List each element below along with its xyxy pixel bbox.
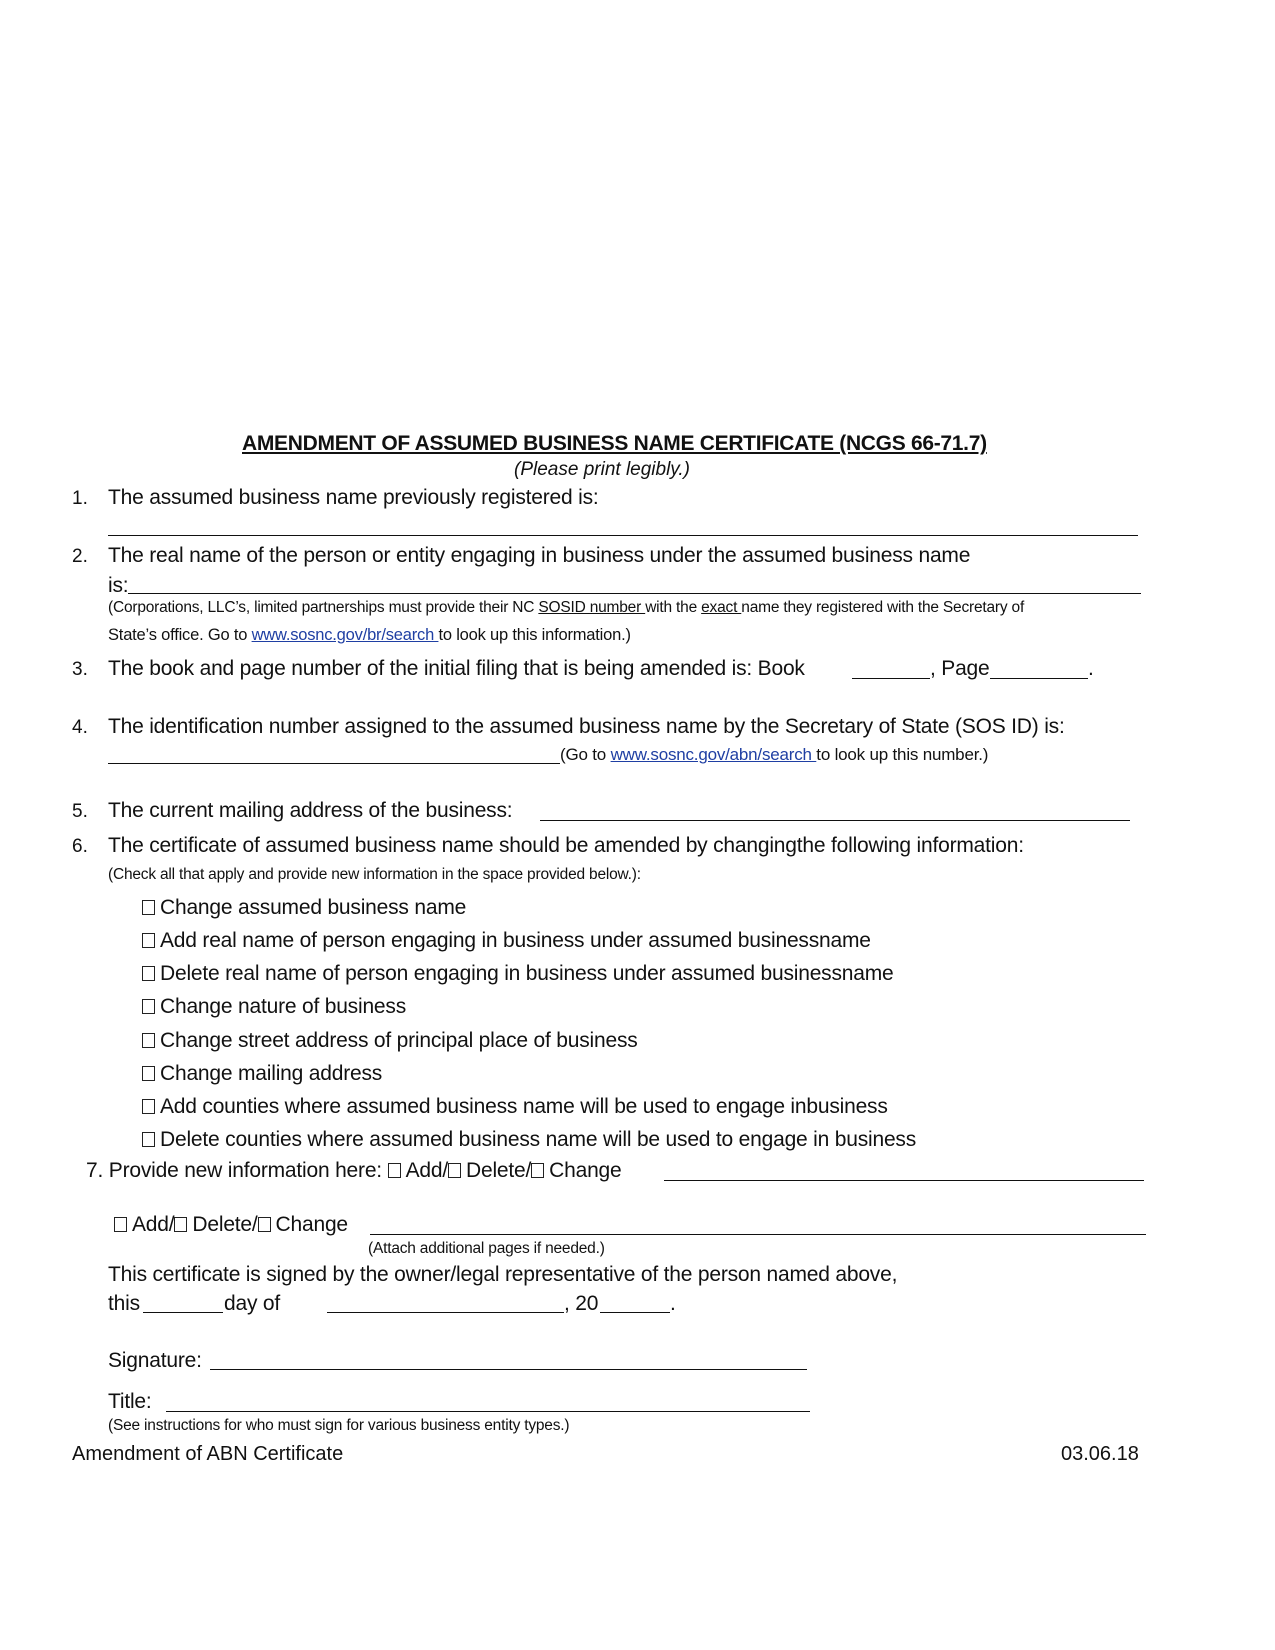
exact-emphasis: exact <box>701 599 742 616</box>
delete-label: Delete/ <box>192 1213 258 1236</box>
q3-label: The book and page number of the initial filing that is being amended is: Book <box>108 657 805 680</box>
month-field[interactable] <box>327 1312 564 1313</box>
q2-note-text: to look up this information.) <box>438 626 631 644</box>
q2-label: The real name of the person or entity engaging in business under the assumed business name <box>108 544 971 567</box>
item-number-6: 6. <box>72 836 88 857</box>
checkbox[interactable] <box>142 933 155 948</box>
item-number-3: 3. <box>72 659 88 680</box>
mailing-address-field[interactable] <box>540 820 1130 821</box>
day-of-label: day of <box>224 1292 281 1315</box>
item-number-1: 1. <box>72 488 88 509</box>
sosid-emphasis: SOSID number <box>538 599 646 616</box>
q7-row1 <box>86 1159 622 1183</box>
title-label: Title: <box>108 1390 152 1413</box>
option-label: Delete real name of person engaging in business under assumed businessname <box>160 962 894 985</box>
footer-date: 03.06.18 <box>1061 1443 1139 1465</box>
delete-label: Delete/ <box>466 1159 532 1182</box>
q7-label: Provide new information here: <box>108 1159 382 1182</box>
option-label: Change nature of business <box>160 995 407 1018</box>
q1-label: The assumed business name previously registered is: <box>108 486 599 509</box>
q3-end: . <box>1088 657 1094 680</box>
option-change-assumed-name[interactable] <box>142 896 466 920</box>
q1-field[interactable] <box>108 535 1138 536</box>
item-number-2: 2. <box>72 546 88 567</box>
q2-label-cont: is: <box>108 574 129 597</box>
checkbox[interactable] <box>142 966 155 981</box>
signature-statement: This certificate is signed by the owner/legal representative of the person named above, <box>108 1263 898 1286</box>
footer-left: Amendment of ABN Certificate <box>72 1443 344 1465</box>
sos-id-field[interactable] <box>108 763 560 764</box>
signature-field[interactable] <box>210 1369 807 1370</box>
date-end: . <box>670 1292 676 1315</box>
q2-note-line2 <box>108 626 631 645</box>
change-checkbox[interactable] <box>531 1163 544 1178</box>
this-label: this <box>108 1292 140 1315</box>
item-number-7: 7. <box>86 1159 104 1182</box>
q2-note-text: with the <box>645 599 702 616</box>
option-add-counties[interactable] <box>142 1095 888 1119</box>
option-label: Add real name of person engaging in business under assumed businessname <box>160 929 871 952</box>
new-info-field-2[interactable] <box>370 1234 1146 1235</box>
add-label: Add/ <box>132 1213 175 1236</box>
checkbox[interactable] <box>142 1099 155 1114</box>
option-delete-counties[interactable] <box>142 1128 916 1152</box>
q2-note-line1 <box>108 599 1024 617</box>
checkbox[interactable] <box>142 999 155 1014</box>
signature-label: Signature: <box>108 1349 202 1372</box>
day-field[interactable] <box>143 1312 223 1313</box>
new-info-field-1[interactable] <box>664 1180 1144 1181</box>
option-change-nature[interactable] <box>142 995 406 1019</box>
add-checkbox[interactable] <box>388 1163 401 1178</box>
checkbox[interactable] <box>142 1066 155 1081</box>
change-label: Change <box>275 1213 348 1236</box>
q2-field[interactable] <box>128 593 1141 594</box>
q7-row2 <box>114 1213 348 1237</box>
checkbox[interactable] <box>142 1132 155 1147</box>
option-add-real-name[interactable] <box>142 929 871 953</box>
attach-note: (Attach additional pages if needed.) <box>368 1240 605 1257</box>
br-search-link[interactable]: www.sosnc.gov/br/search <box>251 626 439 644</box>
q4-label: The identification number assigned to the assumed business name by the Secretary of State (SOS ID) is: <box>108 715 1065 738</box>
option-label: Change mailing address <box>160 1062 383 1085</box>
checkbox[interactable] <box>142 900 155 915</box>
title-field[interactable] <box>166 1411 810 1412</box>
add-checkbox[interactable] <box>114 1217 127 1232</box>
item-number-5: 5. <box>72 801 88 822</box>
q2-note-text: name they registered with the Secretary of <box>741 599 1025 616</box>
q2-note-text: State’s office. Go to <box>108 626 252 644</box>
delete-checkbox[interactable] <box>174 1217 187 1232</box>
document-subtitle: (Please print legibly.) <box>514 459 691 480</box>
item-number-4: 4. <box>72 717 88 738</box>
option-change-street-address[interactable] <box>142 1029 638 1053</box>
q6-note: (Check all that apply and provide new information in the space provided below.): <box>108 866 641 883</box>
option-change-mailing-address[interactable] <box>142 1062 382 1086</box>
add-label: Add/ <box>405 1159 448 1182</box>
option-label: Change assumed business name <box>160 896 467 919</box>
document-title: AMENDMENT OF ASSUMED BUSINESS NAME CERTIFICATE (NCGS 66-71.7) <box>242 432 987 455</box>
delete-checkbox[interactable] <box>448 1163 461 1178</box>
q4-note-text: to look up this number.) <box>816 745 989 764</box>
option-label: Add counties where assumed business name will be used to engage inbusiness <box>160 1095 888 1118</box>
signature-note: (See instructions for who must sign for various business entity types.) <box>108 1417 570 1434</box>
option-delete-real-name[interactable] <box>142 962 894 986</box>
change-checkbox[interactable] <box>258 1217 271 1232</box>
option-label: Change street address of principal place of business <box>160 1029 638 1052</box>
change-label: Change <box>549 1159 622 1182</box>
q2-note-text: (Corporations, LLC’s, limited partnerships must provide their NC <box>108 599 539 616</box>
q4-note <box>560 745 988 765</box>
page-label: , Page <box>930 657 990 680</box>
option-label: Delete counties where assumed business name will be used to engage in business <box>160 1128 917 1151</box>
abn-search-link[interactable]: www.sosnc.gov/abn/search <box>610 745 817 764</box>
year-prefix: , 20 <box>564 1292 599 1315</box>
page-field[interactable] <box>990 678 1088 679</box>
q4-note-text: (Go to <box>560 745 611 764</box>
year-field[interactable] <box>600 1312 670 1313</box>
q5-label: The current mailing address of the business: <box>108 799 513 822</box>
book-field[interactable] <box>852 678 930 679</box>
q6-label: The certificate of assumed business name should be amended by changingthe following information: <box>108 834 1024 857</box>
checkbox[interactable] <box>142 1033 155 1048</box>
